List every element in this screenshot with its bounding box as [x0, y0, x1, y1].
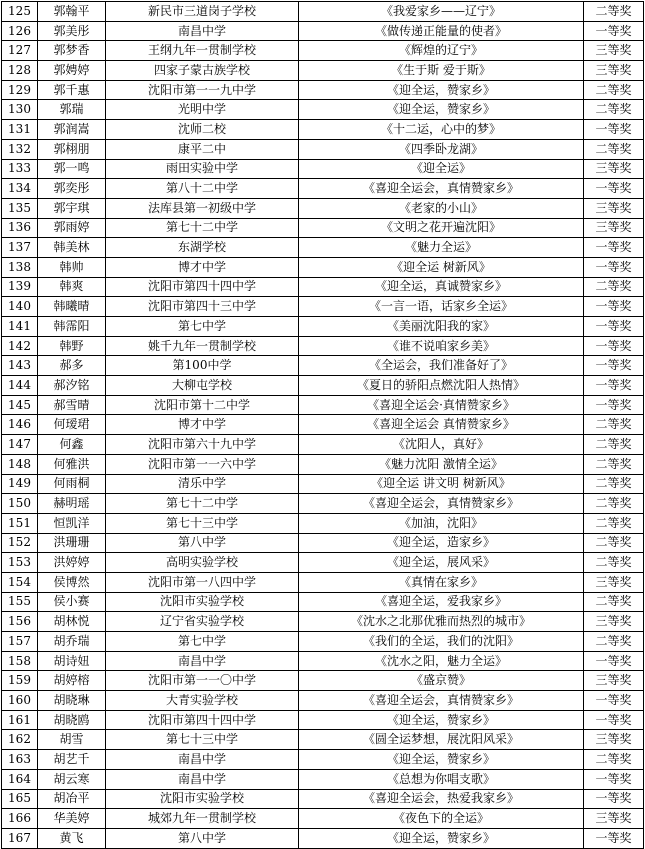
essay-title: 《夏日的骄阳点燃沈阳人热情》 [299, 376, 584, 396]
student-name: 洪珊珊 [38, 533, 106, 553]
school-name: 沈阳市第十二中学 [106, 395, 299, 415]
row-number: 147 [2, 435, 38, 455]
essay-title: 《迎全运，赞家乡》 [299, 80, 584, 100]
student-name: 郭翰平 [38, 2, 106, 22]
row-number: 132 [2, 139, 38, 159]
award-level: 一等奖 [584, 691, 644, 711]
school-name: 第100中学 [106, 356, 299, 376]
award-level: 二等奖 [584, 139, 644, 159]
row-number: 138 [2, 257, 38, 277]
award-level: 一等奖 [584, 395, 644, 415]
row-number: 153 [2, 553, 38, 573]
student-name: 何雅洪 [38, 454, 106, 474]
table-row [2, 789, 644, 809]
table-row [2, 139, 644, 159]
school-name: 沈阳市第一一九中学 [106, 80, 299, 100]
row-number: 135 [2, 198, 38, 218]
student-name: 郝雪晴 [38, 395, 106, 415]
school-name: 大青实验学校 [106, 691, 299, 711]
essay-title: 《迎全运 讲文明 树新风》 [299, 474, 584, 494]
essay-title: 《迎全运，造家乡》 [299, 533, 584, 553]
student-name: 韩曦晴 [38, 297, 106, 317]
school-name: 康平二中 [106, 139, 299, 159]
row-number: 127 [2, 41, 38, 61]
school-name: 辽宁省实验学校 [106, 612, 299, 632]
award-level: 二等奖 [584, 277, 644, 297]
school-name: 沈阳市第四十四中学 [106, 277, 299, 297]
award-level: 二等奖 [584, 415, 644, 435]
school-name: 沈阳市第四十四中学 [106, 710, 299, 730]
essay-title: 《文明之花开遍沈阳》 [299, 218, 584, 238]
student-name: 胡林悦 [38, 612, 106, 632]
table-row [2, 454, 644, 474]
school-name: 沈阳市第四十三中学 [106, 297, 299, 317]
essay-title: 《生于斯 爱于斯》 [299, 61, 584, 81]
table-row [2, 691, 644, 711]
award-level: 二等奖 [584, 632, 644, 652]
table-row [2, 159, 644, 179]
school-name: 沈阳市第一八四中学 [106, 572, 299, 592]
essay-title: 《圆全运梦想，展沈阳风采》 [299, 730, 584, 750]
table-row [2, 494, 644, 514]
student-name: 韩野 [38, 336, 106, 356]
row-number: 150 [2, 494, 38, 514]
row-number: 149 [2, 474, 38, 494]
school-name: 博才中学 [106, 415, 299, 435]
school-name: 南昌中学 [106, 769, 299, 789]
essay-title: 《一言一语，话家乡全运》 [299, 297, 584, 317]
school-name: 沈阳市第一一六中学 [106, 454, 299, 474]
award-level: 二等奖 [584, 592, 644, 612]
school-name: 四家子蒙古族学校 [106, 61, 299, 81]
student-name: 郭宇琪 [38, 198, 106, 218]
table-row [2, 553, 644, 573]
student-name: 华美婷 [38, 809, 106, 829]
school-name: 清乐中学 [106, 474, 299, 494]
school-name: 法库县第一初级中学 [106, 198, 299, 218]
table-row [2, 513, 644, 533]
essay-title: 《我爱家乡——辽宁》 [299, 2, 584, 22]
student-name: 郭栩朋 [38, 139, 106, 159]
award-level: 三等奖 [584, 41, 644, 61]
award-level: 三等奖 [584, 572, 644, 592]
essay-title: 《喜迎全运会·真情赞家乡》 [299, 395, 584, 415]
row-number: 146 [2, 415, 38, 435]
student-name: 郭千惠 [38, 80, 106, 100]
school-name: 沈阳市实验学校 [106, 592, 299, 612]
table-row [2, 100, 644, 120]
school-name: 沈师二校 [106, 120, 299, 140]
school-name: 王纲九年一贯制学校 [106, 41, 299, 61]
table-row [2, 376, 644, 396]
student-name: 胡雪 [38, 730, 106, 750]
award-level: 一等奖 [584, 238, 644, 258]
row-number: 165 [2, 789, 38, 809]
essay-title: 《迎全运，真诚赞家乡》 [299, 277, 584, 297]
award-level: 一等奖 [584, 257, 644, 277]
essay-title: 《沈水之阳，魅力全运》 [299, 651, 584, 671]
student-name: 胡云寒 [38, 769, 106, 789]
student-name: 胡乔瑞 [38, 632, 106, 652]
essay-title: 《喜迎全运会，真情赞家乡》 [299, 179, 584, 199]
row-number: 152 [2, 533, 38, 553]
table-row [2, 238, 644, 258]
award-level: 二等奖 [584, 533, 644, 553]
table-row [2, 218, 644, 238]
student-name: 侯小赛 [38, 592, 106, 612]
essay-title: 《盛京赞》 [299, 671, 584, 691]
school-name: 光明中学 [106, 100, 299, 120]
school-name: 第八十二中学 [106, 179, 299, 199]
student-name: 何鑫 [38, 435, 106, 455]
table-row [2, 336, 644, 356]
school-name: 沈阳市第一一〇中学 [106, 671, 299, 691]
essay-title: 《加油，沈阳》 [299, 513, 584, 533]
award-level: 一等奖 [584, 317, 644, 337]
award-level: 一等奖 [584, 376, 644, 396]
row-number: 161 [2, 710, 38, 730]
essay-title: 《辉煌的辽宁》 [299, 41, 584, 61]
student-name: 黄飞 [38, 828, 106, 848]
student-name: 侯博然 [38, 572, 106, 592]
table-row [2, 572, 644, 592]
award-level: 三等奖 [584, 159, 644, 179]
student-name: 恒凯洋 [38, 513, 106, 533]
essay-title: 《夜色下的全运》 [299, 809, 584, 829]
student-name: 韩美林 [38, 238, 106, 258]
award-level: 三等奖 [584, 809, 644, 829]
student-name: 胡晓鸥 [38, 710, 106, 730]
row-number: 141 [2, 317, 38, 337]
student-name: 郭一鸣 [38, 159, 106, 179]
student-name: 郭雨婷 [38, 218, 106, 238]
table-row [2, 592, 644, 612]
student-name: 胡冶平 [38, 789, 106, 809]
award-level: 一等奖 [584, 651, 644, 671]
award-level: 二等奖 [584, 435, 644, 455]
table-row [2, 809, 644, 829]
table-row [2, 750, 644, 770]
essay-title: 《喜迎全运会，真情赞家乡》 [299, 494, 584, 514]
table-row [2, 317, 644, 337]
essay-title: 《迎全运，展风采》 [299, 553, 584, 573]
award-level: 一等奖 [584, 769, 644, 789]
table-row [2, 651, 644, 671]
row-number: 151 [2, 513, 38, 533]
table-row [2, 730, 644, 750]
student-name: 郝多 [38, 356, 106, 376]
row-number: 154 [2, 572, 38, 592]
row-number: 142 [2, 336, 38, 356]
essay-title: 《真情在家乡》 [299, 572, 584, 592]
award-level: 一等奖 [584, 789, 644, 809]
table-row [2, 297, 644, 317]
row-number: 129 [2, 80, 38, 100]
essay-title: 《喜迎全运会，热爱我家乡》 [299, 789, 584, 809]
row-number: 158 [2, 651, 38, 671]
school-name: 大柳屯学校 [106, 376, 299, 396]
school-name: 博才中学 [106, 257, 299, 277]
student-name: 韩爽 [38, 277, 106, 297]
school-name: 南昌中学 [106, 21, 299, 41]
award-level: 二等奖 [584, 494, 644, 514]
school-name: 第七中学 [106, 317, 299, 337]
table-row [2, 395, 644, 415]
essay-title: 《喜迎全运会，真情赞家乡》 [299, 691, 584, 711]
award-level: 一等奖 [584, 297, 644, 317]
student-name: 郭娉婷 [38, 61, 106, 81]
student-name: 郭瑞 [38, 100, 106, 120]
row-number: 145 [2, 395, 38, 415]
row-number: 128 [2, 61, 38, 81]
essay-title: 《迎全运，赞家乡》 [299, 710, 584, 730]
table-row [2, 257, 644, 277]
award-level: 二等奖 [584, 553, 644, 573]
award-level: 一等奖 [584, 356, 644, 376]
award-list-body [2, 2, 644, 849]
student-name: 胡艺千 [38, 750, 106, 770]
row-number: 139 [2, 277, 38, 297]
essay-title: 《老家的小山》 [299, 198, 584, 218]
school-name: 第七十二中学 [106, 218, 299, 238]
student-name: 韩霈阳 [38, 317, 106, 337]
table-row [2, 21, 644, 41]
row-number: 133 [2, 159, 38, 179]
row-number: 157 [2, 632, 38, 652]
school-name: 姚千九年一贯制学校 [106, 336, 299, 356]
row-number: 144 [2, 376, 38, 396]
award-level: 二等奖 [584, 474, 644, 494]
student-name: 郝汐铭 [38, 376, 106, 396]
school-name: 南昌中学 [106, 750, 299, 770]
table-row [2, 198, 644, 218]
essay-title: 《做传递正能量的使者》 [299, 21, 584, 41]
essay-title: 《四季卧龙湖》 [299, 139, 584, 159]
table-row [2, 415, 644, 435]
table-row [2, 179, 644, 199]
award-level: 三等奖 [584, 730, 644, 750]
table-row [2, 710, 644, 730]
essay-title: 《喜迎全运会 真情赞家乡》 [299, 415, 584, 435]
essay-title: 《沈水之北那优雅而热烈的城市》 [299, 612, 584, 632]
school-name: 第七中学 [106, 632, 299, 652]
row-number: 143 [2, 356, 38, 376]
award-level: 三等奖 [584, 61, 644, 81]
table-row [2, 80, 644, 100]
award-level: 三等奖 [584, 671, 644, 691]
table-row [2, 435, 644, 455]
table-row [2, 828, 644, 848]
school-name: 东湖学校 [106, 238, 299, 258]
essay-title: 《全运会，我们准备好了》 [299, 356, 584, 376]
row-number: 134 [2, 179, 38, 199]
award-level: 二等奖 [584, 513, 644, 533]
table-row [2, 120, 644, 140]
school-name: 第八中学 [106, 533, 299, 553]
essay-title: 《迎全运，赞家乡》 [299, 750, 584, 770]
row-number: 136 [2, 218, 38, 238]
essay-title: 《迎全运，赞家乡》 [299, 100, 584, 120]
award-level: 一等奖 [584, 336, 644, 356]
student-name: 胡婷榕 [38, 671, 106, 691]
essay-title: 《魅力全运》 [299, 238, 584, 258]
award-level: 一等奖 [584, 21, 644, 41]
essay-title: 《迎全运，赞家乡》 [299, 828, 584, 848]
essay-title: 《十二运，心中的梦》 [299, 120, 584, 140]
essay-title: 《沈阳人，真好》 [299, 435, 584, 455]
row-number: 126 [2, 21, 38, 41]
student-name: 郭润嵩 [38, 120, 106, 140]
award-level: 二等奖 [584, 100, 644, 120]
essay-title: 《美丽沈阳我的家》 [299, 317, 584, 337]
award-list-table [1, 1, 644, 849]
row-number: 163 [2, 750, 38, 770]
row-number: 137 [2, 238, 38, 258]
table-row [2, 612, 644, 632]
row-number: 155 [2, 592, 38, 612]
table-row [2, 277, 644, 297]
essay-title: 《迎全运 树新风》 [299, 257, 584, 277]
row-number: 148 [2, 454, 38, 474]
school-name: 第七十三中学 [106, 730, 299, 750]
table-row [2, 41, 644, 61]
row-number: 162 [2, 730, 38, 750]
table-row [2, 474, 644, 494]
row-number: 159 [2, 671, 38, 691]
school-name: 新民市三道岗子学校 [106, 2, 299, 22]
award-level: 二等奖 [584, 750, 644, 770]
school-name: 沈阳市实验学校 [106, 789, 299, 809]
student-name: 胡晓琳 [38, 691, 106, 711]
school-name: 高明实验学校 [106, 553, 299, 573]
table-row [2, 671, 644, 691]
student-name: 郭美彤 [38, 21, 106, 41]
essay-title: 《我们的全运，我们的沈阳》 [299, 632, 584, 652]
student-name: 洪婷婷 [38, 553, 106, 573]
award-level: 一等奖 [584, 710, 644, 730]
row-number: 166 [2, 809, 38, 829]
award-level: 一等奖 [584, 120, 644, 140]
award-level: 三等奖 [584, 198, 644, 218]
school-name: 第七十二中学 [106, 494, 299, 514]
table-row [2, 533, 644, 553]
essay-title: 《总想为你唱支歌》 [299, 769, 584, 789]
table-row [2, 356, 644, 376]
student-name: 郭奕彤 [38, 179, 106, 199]
student-name: 韩帅 [38, 257, 106, 277]
row-number: 156 [2, 612, 38, 632]
row-number: 160 [2, 691, 38, 711]
student-name: 赫明瑶 [38, 494, 106, 514]
school-name: 南昌中学 [106, 651, 299, 671]
table-row [2, 632, 644, 652]
table-row [2, 61, 644, 81]
award-level: 一等奖 [584, 828, 644, 848]
student-name: 何瑷珺 [38, 415, 106, 435]
essay-title: 《喜迎全运，爱我家乡》 [299, 592, 584, 612]
award-level: 二等奖 [584, 80, 644, 100]
table-row [2, 2, 644, 22]
essay-title: 《迎全运》 [299, 159, 584, 179]
row-number: 167 [2, 828, 38, 848]
essay-title: 《魅力沈阳 激情全运》 [299, 454, 584, 474]
table-row [2, 769, 644, 789]
row-number: 125 [2, 2, 38, 22]
award-level: 二等奖 [584, 2, 644, 22]
award-level: 二等奖 [584, 454, 644, 474]
school-name: 第七十三中学 [106, 513, 299, 533]
student-name: 何雨桐 [38, 474, 106, 494]
row-number: 164 [2, 769, 38, 789]
award-level: 三等奖 [584, 218, 644, 238]
student-name: 胡诗妞 [38, 651, 106, 671]
student-name: 郭梦香 [38, 41, 106, 61]
row-number: 131 [2, 120, 38, 140]
school-name: 城郊九年一贯制学校 [106, 809, 299, 829]
essay-title: 《谁不说咱家乡美》 [299, 336, 584, 356]
row-number: 140 [2, 297, 38, 317]
row-number: 130 [2, 100, 38, 120]
school-name: 第八中学 [106, 828, 299, 848]
school-name: 沈阳市第六十九中学 [106, 435, 299, 455]
award-level: 一等奖 [584, 179, 644, 199]
award-level: 三等奖 [584, 612, 644, 632]
school-name: 雨田实验中学 [106, 159, 299, 179]
